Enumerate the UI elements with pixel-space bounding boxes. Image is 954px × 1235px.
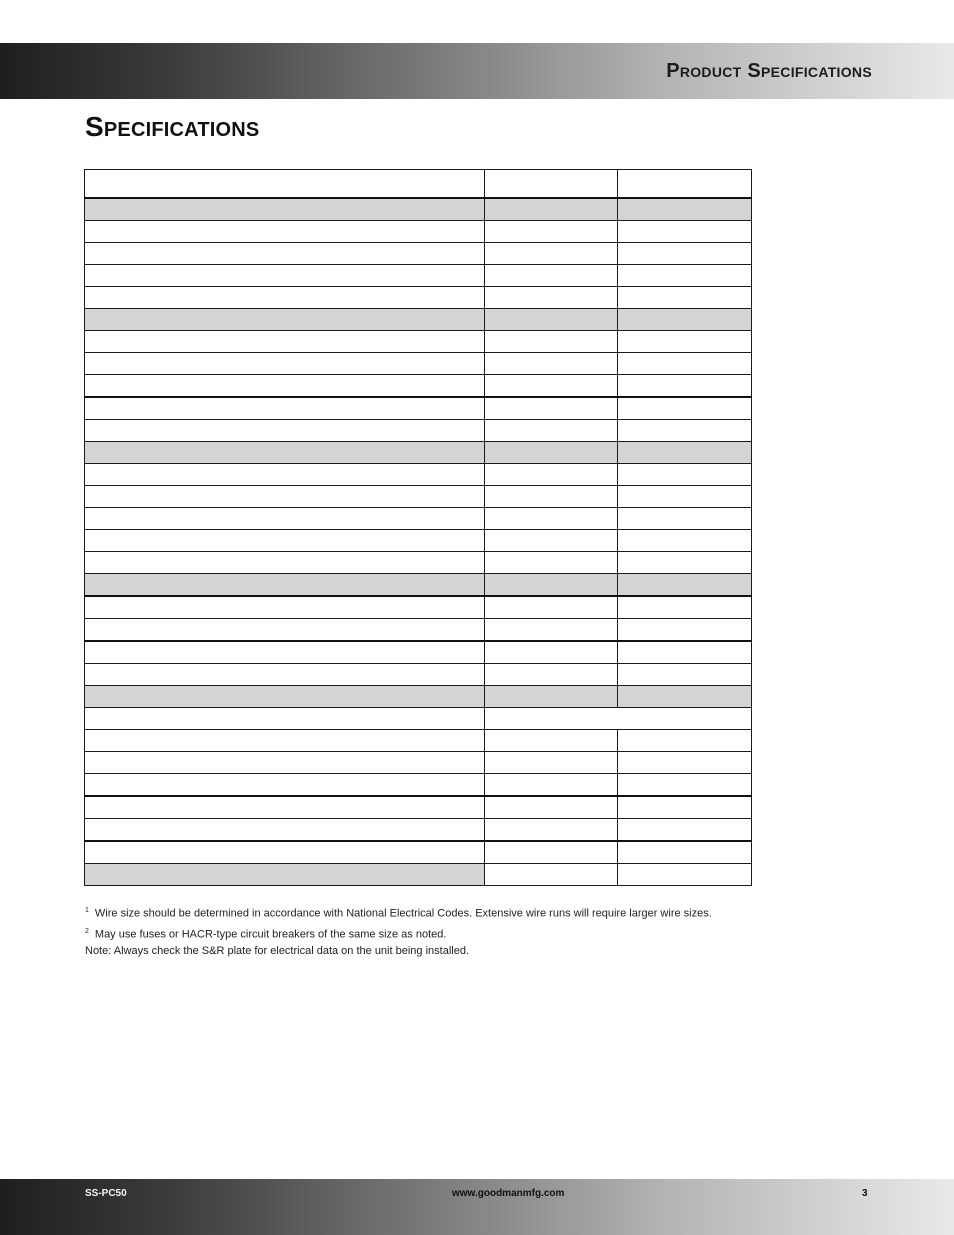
table-row: [85, 596, 752, 619]
table-row: [85, 265, 752, 287]
table-row: [85, 641, 752, 664]
footer-model: SS-PC50: [85, 1188, 127, 1199]
table-row: [85, 353, 752, 375]
footnote-2: $^2$ May use fuses or HACR-type circuit breakers of the same size as noted.: [85, 927, 447, 941]
table-section-row: [85, 309, 752, 331]
table-row: [85, 796, 752, 819]
table-row: [85, 375, 752, 398]
table-row: [85, 774, 752, 797]
table-row: [85, 619, 752, 642]
specifications-table: [84, 169, 752, 886]
table-row: [85, 864, 752, 886]
table-row: [85, 287, 752, 309]
table-row: [85, 752, 752, 774]
footnote-note: Note: Always check the S&R plate for electrical data on the unit being installed.: [85, 945, 469, 958]
table-section-row: [85, 198, 752, 221]
header-title: Product Specifications: [666, 60, 872, 82]
table-row: [85, 331, 752, 353]
table-row: [85, 243, 752, 265]
table-row: [85, 841, 752, 864]
table-row: [85, 420, 752, 442]
footnote-1: $^1$ Wire size should be determined in accordance with National Electrical Codes. Extensive wire runs will require larger wire sizes.: [85, 907, 712, 920]
page-title: Specifications: [85, 111, 260, 142]
table-row: [85, 530, 752, 552]
table-row: [85, 397, 752, 420]
table-section-row: [85, 574, 752, 597]
table-section-row: [85, 686, 752, 708]
table-header-row: [85, 170, 752, 199]
table-row: [85, 552, 752, 574]
table-row-merged: [85, 708, 752, 730]
table-row: [85, 464, 752, 486]
table-row: [85, 730, 752, 752]
table-section-row: [85, 442, 752, 464]
table-row: [85, 664, 752, 686]
footnotes: [85, 902, 785, 960]
table-row: [85, 508, 752, 530]
table-row: [85, 486, 752, 508]
table-row: [85, 221, 752, 243]
table-row: [85, 819, 752, 842]
page-number: 3: [862, 1188, 868, 1199]
footer-website-link[interactable]: www.goodmanmfg.com: [452, 1188, 565, 1199]
